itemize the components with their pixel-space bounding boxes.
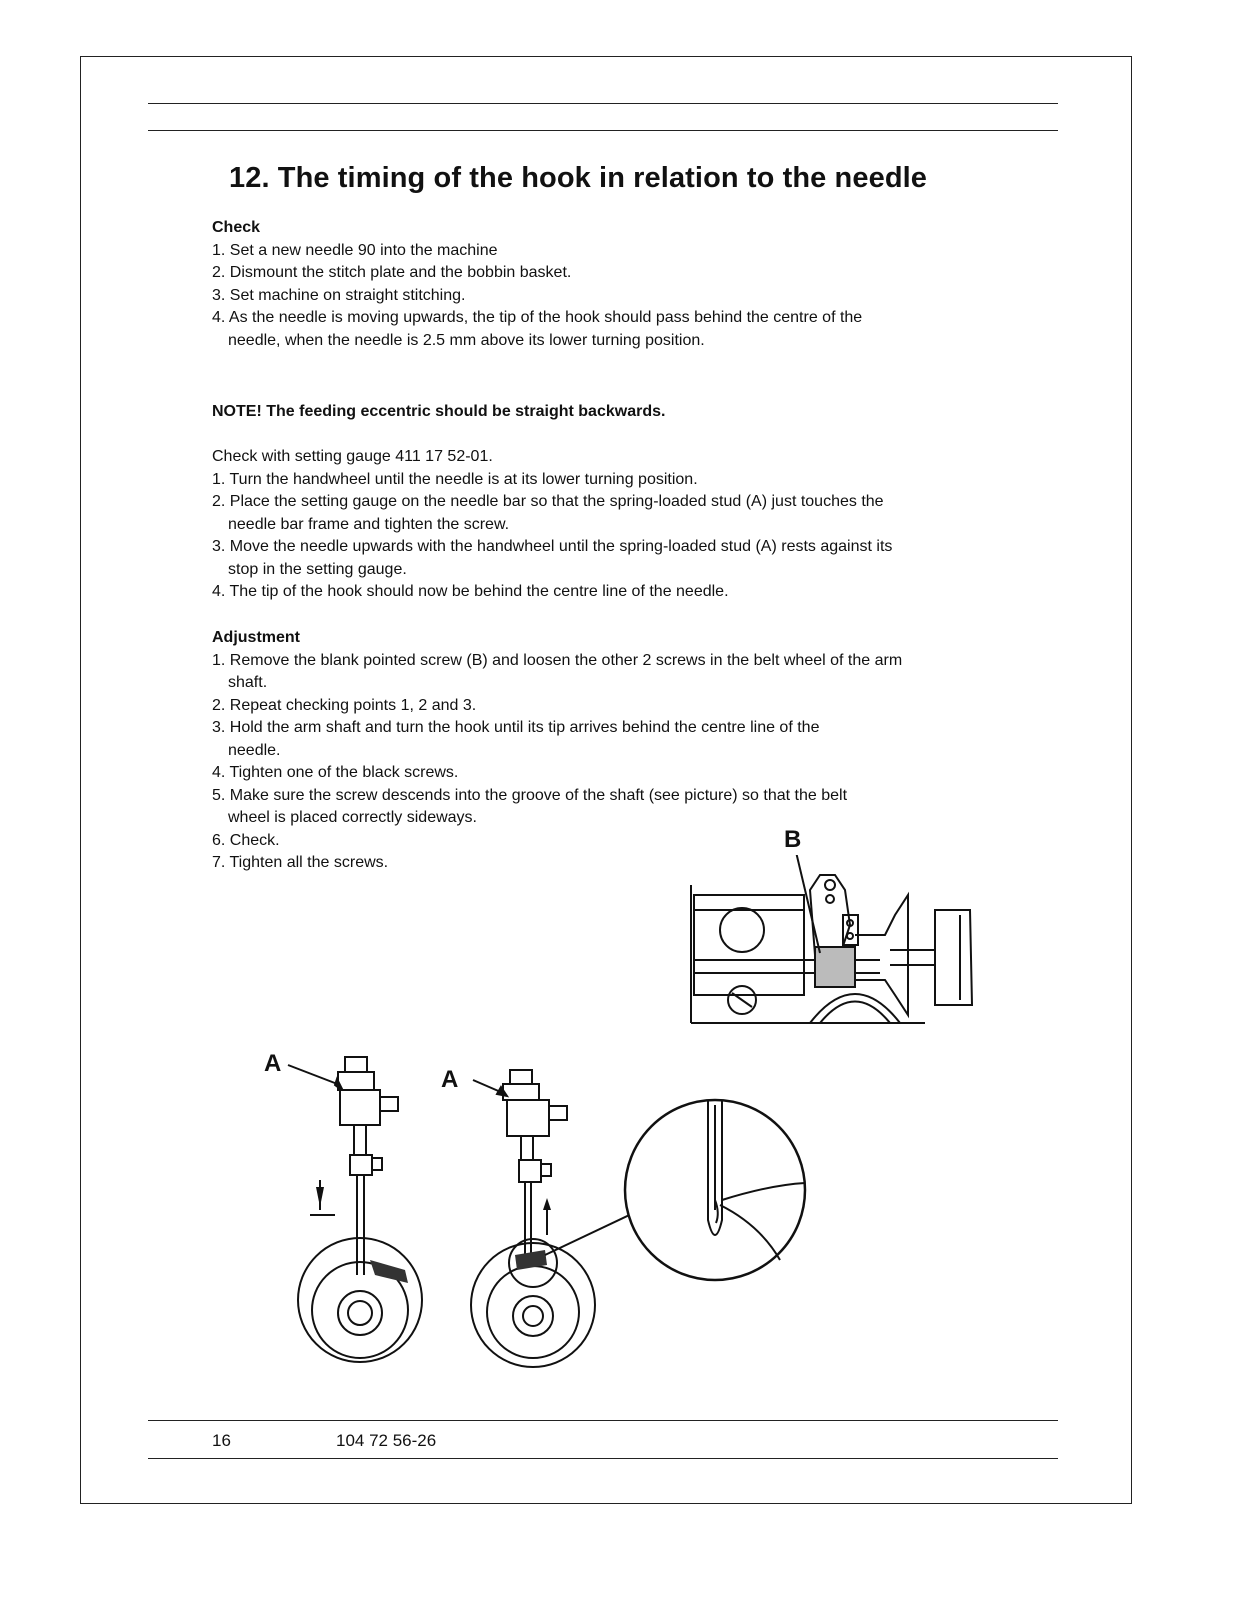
label-b-leader — [792, 855, 820, 953]
gauge-needle-down-illustration — [280, 1045, 440, 1375]
note-text: NOTE! The feeding eccentric should be straight backwards. — [212, 403, 666, 420]
header-rule-top — [148, 103, 1058, 104]
check-item: 3. Set machine on straight stitching. — [212, 286, 466, 304]
adjustment-item: 5. Make sure the screw descends into the groove of the shaft (see picture) so that the belt wheel is placed correctly sideways. — [212, 786, 848, 826]
check-item: 2. Dismount the stitch plate and the bobbin basket. — [212, 264, 572, 281]
footer-rule-bottom — [148, 1458, 1058, 1459]
belt-wheel-illustration — [680, 855, 980, 1030]
adjustment-item: 1. Remove the blank pointed screw (B) and loosen the other 2 screws in the belt wheel of the arm shaft. — [212, 651, 903, 691]
adjustment-item: 3. Hold the arm shaft and turn the hook until its tip arrives behind the centre line of the needle. — [212, 719, 820, 759]
gauge-item: 4. The tip of the hook should now be behind the centre line of the needle. — [212, 583, 729, 600]
adjustment-heading: Adjustment — [212, 629, 300, 646]
label-b: B — [784, 826, 802, 853]
check-heading: Check — [212, 219, 261, 236]
adjustment-item: 7. Tighten all the screws. — [212, 854, 389, 871]
doc-number: 104 72 56-26 — [336, 1431, 437, 1450]
header-rule-bottom — [148, 130, 1058, 131]
label-a-right: A — [441, 1066, 459, 1093]
page-number: 16 — [212, 1431, 231, 1450]
label-a-left: A — [264, 1050, 282, 1077]
page-title: 12. The timing of the hook in relation to the needle — [229, 162, 928, 194]
adjustment-item: 2. Repeat checking points 1, 2 and 3. — [212, 696, 477, 714]
note-section — [212, 401, 892, 424]
check-item: 4. As the needle is moving upwards, the tip of the hook should pass behind the centre of the needle, when the needle is 2.5 mm above its lower turning position. — [212, 309, 863, 349]
adjustment-item: 4. Tighten one of the black screws. — [212, 764, 459, 781]
needle-hook-detail — [620, 1095, 810, 1285]
gauge-intro: Check with setting gauge 411 17 52-01. — [212, 448, 493, 465]
check-section — [212, 217, 892, 352]
gauge-item: 1. Turn the handwheel until the needle is at its lower turning position. — [212, 470, 698, 488]
check-item: 1. Set a new needle 90 into the machine — [212, 241, 498, 259]
adjustment-item: 6. Check. — [212, 831, 280, 849]
gauge-item: 2. Place the setting gauge on the needle bar so that the spring-loaded stud (A) just touches the needle bar frame and tighten the screw. — [212, 493, 884, 533]
gauge-item: 3. Move the needle upwards with the handwheel until the spring-loaded stud (A) rests against its stop in the setting gauge. — [212, 538, 893, 578]
gauge-section — [212, 446, 892, 604]
footer-rule-top — [148, 1420, 1058, 1421]
label-a-leader — [288, 1065, 340, 1085]
